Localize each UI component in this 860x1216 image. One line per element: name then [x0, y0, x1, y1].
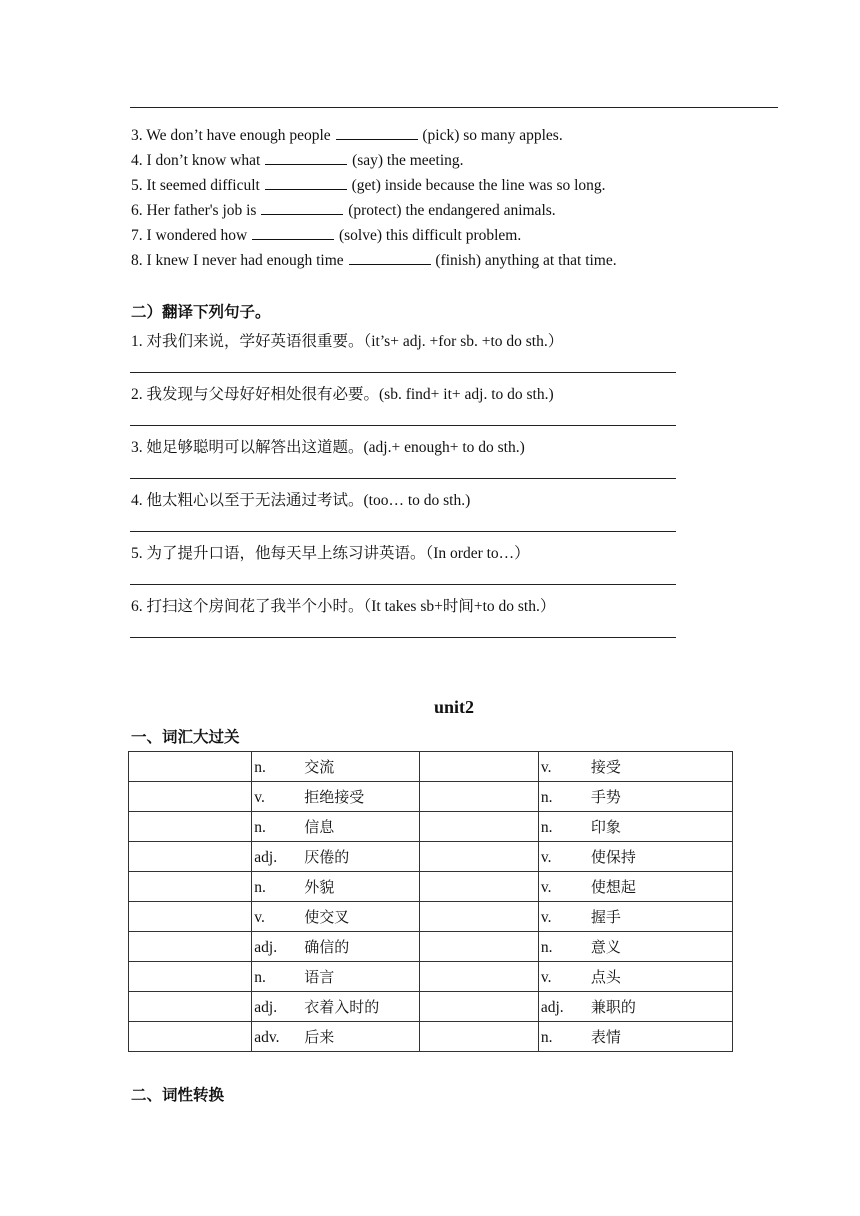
vocab-row [129, 932, 733, 962]
part-of-speech: v. [254, 909, 265, 926]
translation-item-3: 3. 她足够聪明可以解答出这道题。(adj.+ enough+ to do sth.) [131, 439, 525, 456]
vocab-answer-cell-right[interactable] [419, 992, 538, 1022]
part-of-speech: v. [540, 909, 552, 926]
top-divider [130, 107, 778, 108]
exercise-text-before: 7. I wondered how [131, 227, 248, 244]
vocab-answer-cell-left[interactable] [129, 902, 252, 932]
vocab-clue-cell-left [252, 842, 419, 872]
vocab-table [128, 751, 733, 1052]
exercise-text-before: 4. I don’t know what [131, 152, 261, 169]
part-of-speech: n. [540, 819, 553, 836]
chinese-meaning: 使想起 [590, 878, 636, 896]
vocab-answer-cell-right[interactable] [419, 782, 538, 812]
chinese-meaning: 确信的 [304, 938, 350, 956]
vocab-clue-cell-left [252, 902, 419, 932]
answer-blank[interactable] [265, 151, 347, 165]
translation-item-2: 2. 我发现与父母好好相处很有必要。(sb. find+ it+ adj. to do sth.) [131, 386, 554, 403]
exercise-text-after: (say) the meeting. [352, 152, 464, 169]
translation-heading: 二）翻译下列句子。 [131, 303, 271, 321]
vocab-clue-cell-left [252, 782, 419, 812]
chinese-meaning: 外貌 [304, 878, 335, 896]
vocab-answer-cell-right[interactable] [419, 842, 538, 872]
chinese-meaning: 握手 [590, 908, 621, 926]
vocab-row [129, 812, 733, 842]
vocab-row [129, 782, 733, 812]
blank-exercise-7 [131, 226, 521, 245]
answer-line-6[interactable] [130, 637, 676, 638]
part-of-speech: v. [540, 879, 552, 896]
vocab-heading: 一、词汇大过关 [131, 728, 240, 746]
vocab-row [129, 872, 733, 902]
chinese-meaning: 意义 [590, 938, 621, 956]
exercise-text-before: 5. It seemed difficult [131, 177, 260, 194]
answer-line-5[interactable] [130, 584, 676, 585]
chinese-meaning: 手势 [590, 788, 621, 806]
answer-blank[interactable] [349, 251, 431, 265]
vocab-clue-cell-left [252, 1022, 419, 1052]
answer-line-2[interactable] [130, 425, 676, 426]
vocab-clue-cell-right [538, 782, 732, 812]
conversion-heading: 二、词性转换 [131, 1086, 225, 1104]
exercise-text-after: (get) inside because the line was so long. [351, 177, 606, 194]
vocab-answer-cell-left[interactable] [129, 752, 252, 782]
vocab-answer-cell-left[interactable] [129, 1022, 252, 1052]
blank-exercise-6 [131, 201, 556, 220]
vocab-clue-cell-left [252, 932, 419, 962]
chinese-meaning: 兼职的 [590, 998, 636, 1016]
vocab-clue-cell-left [252, 812, 419, 842]
vocab-answer-cell-left[interactable] [129, 872, 252, 902]
blank-exercise-4 [131, 151, 464, 170]
chinese-meaning: 使保持 [590, 848, 636, 866]
translation-item-5: 5. 为了提升口语，他每天早上练习讲英语。（In order to…） [131, 545, 530, 562]
vocab-clue-cell-right [538, 962, 732, 992]
answer-blank[interactable] [265, 176, 347, 190]
chinese-meaning: 衣着入时的 [304, 998, 380, 1016]
vocab-row [129, 842, 733, 872]
part-of-speech: n. [540, 789, 553, 806]
vocab-clue-cell-left [252, 752, 419, 782]
answer-line-1[interactable] [130, 372, 676, 373]
part-of-speech: v. [540, 759, 552, 776]
part-of-speech: v. [540, 849, 552, 866]
vocab-clue-cell-right [538, 932, 732, 962]
vocab-answer-cell-left[interactable] [129, 992, 252, 1022]
vocab-answer-cell-right[interactable] [419, 812, 538, 842]
vocab-clue-cell-right [538, 1022, 732, 1052]
vocab-answer-cell-left[interactable] [129, 842, 252, 872]
chinese-meaning: 点头 [590, 968, 621, 986]
part-of-speech: adj. [540, 999, 564, 1016]
chinese-meaning: 语言 [304, 968, 335, 986]
exercise-text-before: 3. We don’t have enough people [131, 127, 331, 144]
chinese-meaning: 使交叉 [304, 908, 350, 926]
blank-exercise-5 [131, 176, 606, 195]
vocab-answer-cell-right[interactable] [419, 932, 538, 962]
answer-line-3[interactable] [130, 478, 676, 479]
answer-line-4[interactable] [130, 531, 676, 532]
vocab-answer-cell-left[interactable] [129, 962, 252, 992]
exercise-text-before: 8. I knew I never had enough time [131, 252, 344, 269]
chinese-meaning: 后来 [304, 1028, 335, 1046]
vocab-clue-cell-left [252, 962, 419, 992]
vocab-answer-cell-left[interactable] [129, 932, 252, 962]
chinese-meaning: 信息 [304, 818, 335, 836]
part-of-speech: n. [254, 879, 266, 896]
chinese-meaning: 印象 [590, 818, 621, 836]
part-of-speech: adj. [254, 999, 278, 1016]
answer-blank[interactable] [336, 126, 418, 140]
chinese-meaning: 接受 [590, 758, 621, 776]
vocab-answer-cell-right[interactable] [419, 872, 538, 902]
translation-item-4: 4. 他太粗心以至于无法通过考试。(too… to do sth.) [131, 492, 471, 509]
part-of-speech: v. [254, 789, 265, 806]
vocab-row [129, 902, 733, 932]
vocab-clue-cell-right [538, 902, 732, 932]
answer-blank[interactable] [261, 201, 343, 215]
part-of-speech: n. [254, 759, 266, 776]
vocab-clue-cell-left [252, 872, 419, 902]
vocab-clue-cell-right [538, 992, 732, 1022]
vocab-answer-cell-right[interactable] [419, 902, 538, 932]
vocab-clue-cell-left [252, 992, 419, 1022]
vocab-clue-cell-right [538, 842, 732, 872]
part-of-speech: adv. [254, 1029, 280, 1046]
chinese-meaning: 表情 [590, 1028, 621, 1046]
chinese-meaning: 厌倦的 [304, 848, 350, 866]
translation-item-1: 1. 对我们来说，学好英语很重要。（it’s+ adj. +for sb. +to do sth.） [131, 333, 564, 350]
vocab-row [129, 962, 733, 992]
part-of-speech: n. [254, 819, 266, 836]
vocab-answer-cell-left[interactable] [129, 782, 252, 812]
vocab-row [129, 752, 733, 782]
exercise-text-before: 6. Her father's job is [131, 202, 257, 219]
unit-title: unit2 [433, 697, 475, 717]
exercise-text-after: (protect) the endangered animals. [348, 202, 556, 219]
exercise-text-after: (solve) this difficult problem. [338, 227, 522, 244]
exercise-text-after: (pick) so many apples. [422, 127, 563, 144]
vocab-clue-cell-right [538, 872, 732, 902]
vocab-clue-cell-right [538, 752, 732, 782]
vocab-row [129, 1022, 733, 1052]
part-of-speech: v. [540, 969, 552, 986]
vocab-answer-cell-right[interactable] [419, 962, 538, 992]
part-of-speech: n. [254, 969, 266, 986]
chinese-meaning: 交流 [304, 758, 335, 776]
part-of-speech: adj. [254, 939, 278, 956]
vocab-answer-cell-left[interactable] [129, 812, 252, 842]
vocab-answer-cell-right[interactable] [419, 1022, 538, 1052]
answer-blank[interactable] [252, 226, 334, 240]
vocab-answer-cell-right[interactable] [419, 752, 538, 782]
part-of-speech: n. [540, 939, 553, 956]
blank-exercise-3 [131, 126, 563, 145]
part-of-speech: n. [540, 1029, 553, 1046]
blank-exercise-8 [131, 251, 617, 270]
part-of-speech: adj. [254, 849, 278, 866]
translation-item-6: 6. 打扫这个房间花了我半个小时。（It takes sb+时间+to do sth.） [131, 598, 556, 615]
chinese-meaning: 拒绝接受 [304, 788, 365, 806]
exercise-text-after: (finish) anything at that time. [435, 252, 617, 269]
vocab-clue-cell-right [538, 812, 732, 842]
vocab-row [129, 992, 733, 1022]
